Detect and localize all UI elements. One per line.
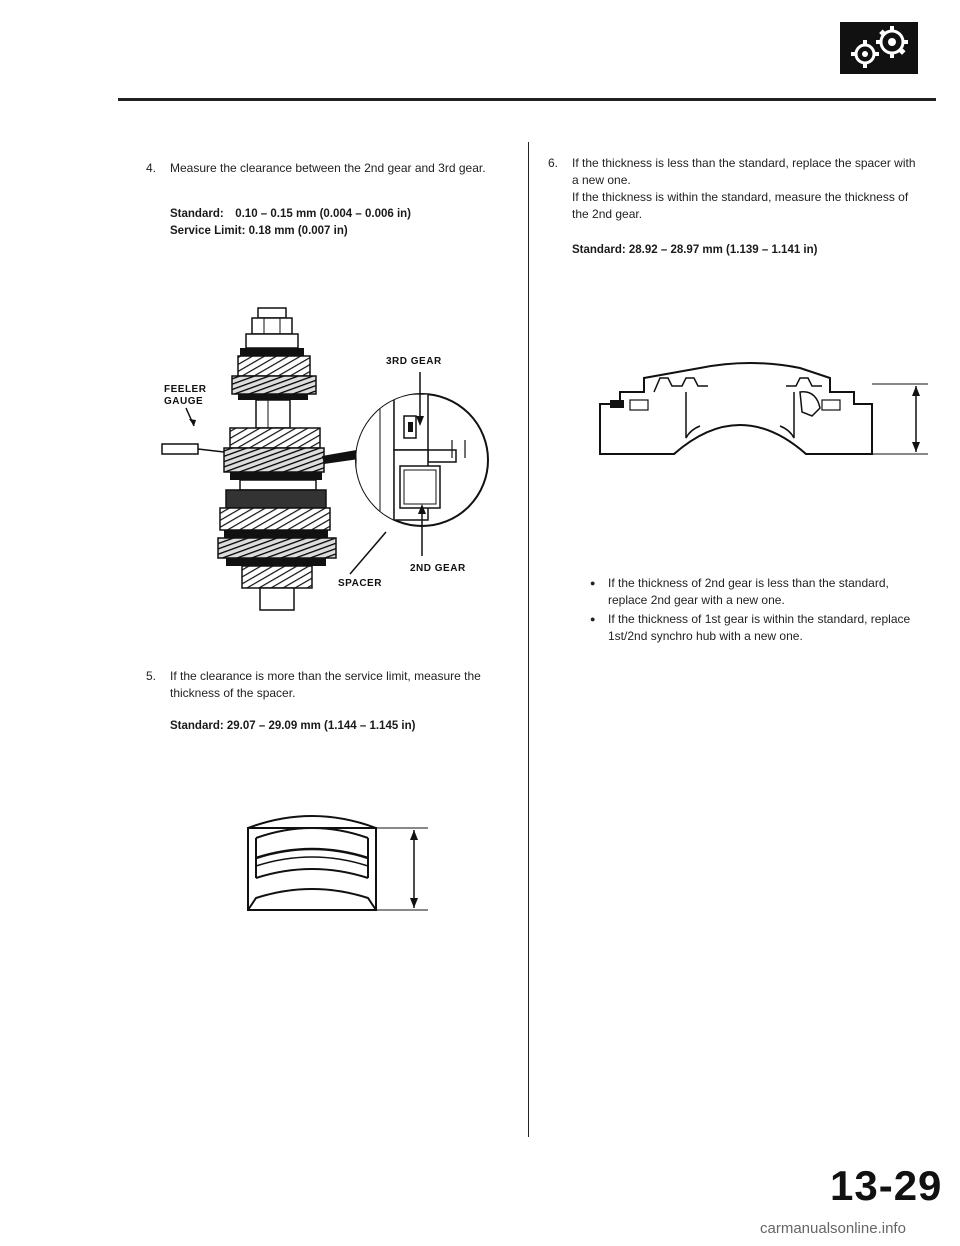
step-5-spec <box>170 718 515 735</box>
header-rule <box>118 98 936 101</box>
standard-value: 29.07 – 29.09 mm (1.144 – 1.145 in) <box>226 720 416 732</box>
column-divider <box>528 142 529 1137</box>
label-2nd-gear: 2ND GEAR <box>410 563 466 574</box>
label-feeler-gauge-line2: GAUGE <box>164 396 204 407</box>
bullet-item: ● If the thickness of 1st gear is within the standard, replace 1st/2nd synchro hub with a new one. <box>590 611 930 645</box>
spacer-figure <box>238 800 438 920</box>
service-limit-label: Service Limit: <box>170 225 246 237</box>
standard-label: Standard: <box>572 244 626 256</box>
bullet-list <box>590 575 930 647</box>
watermark: carmanualsonline.info <box>760 1220 906 1237</box>
step-6-spec <box>572 242 922 259</box>
2nd-gear-figure <box>590 356 935 466</box>
service-limit-value: 0.18 mm (0.007 in) <box>248 225 348 237</box>
mainshaft-gear-figure <box>160 298 510 618</box>
section-icon <box>840 22 918 74</box>
gear-transmission-icon <box>840 22 918 74</box>
step-6-text-1: If the thickness is less than the standard, replace the spacer with a new one. <box>572 156 916 187</box>
step-6-text-2: If the thickness is within the standard, measure the thickness of the 2nd gear. <box>572 190 909 221</box>
step-5-text: If the clearance is more than the service limit, measure the thickness of the spacer. <box>170 669 481 700</box>
step-4-text: Measure the clearance between the 2nd gear and 3rd gear. <box>170 161 486 175</box>
label-spacer: SPACER <box>338 578 382 589</box>
label-feeler-gauge <box>164 384 206 408</box>
step-5-number: 5. <box>146 669 157 683</box>
standard-label: Standard: <box>170 720 224 732</box>
page-number: 13-29 <box>830 1162 943 1209</box>
standard-label: Standard: <box>170 208 224 220</box>
label-3rd-gear: 3RD GEAR <box>386 356 442 367</box>
bullet-item: ● If the thickness of 2nd gear is less than the standard, replace 2nd gear with a new one. <box>590 575 930 609</box>
standard-value: 0.10 – 0.15 mm (0.004 – 0.006 in) <box>235 208 412 220</box>
step-6-number: 6. <box>548 156 559 170</box>
label-feeler-gauge-line1: FEELER <box>164 384 207 395</box>
standard-value: 28.92 – 28.97 mm (1.139 – 1.141 in) <box>628 244 818 256</box>
step-4-number: 4. <box>146 161 157 175</box>
step-4-spec <box>170 206 515 240</box>
